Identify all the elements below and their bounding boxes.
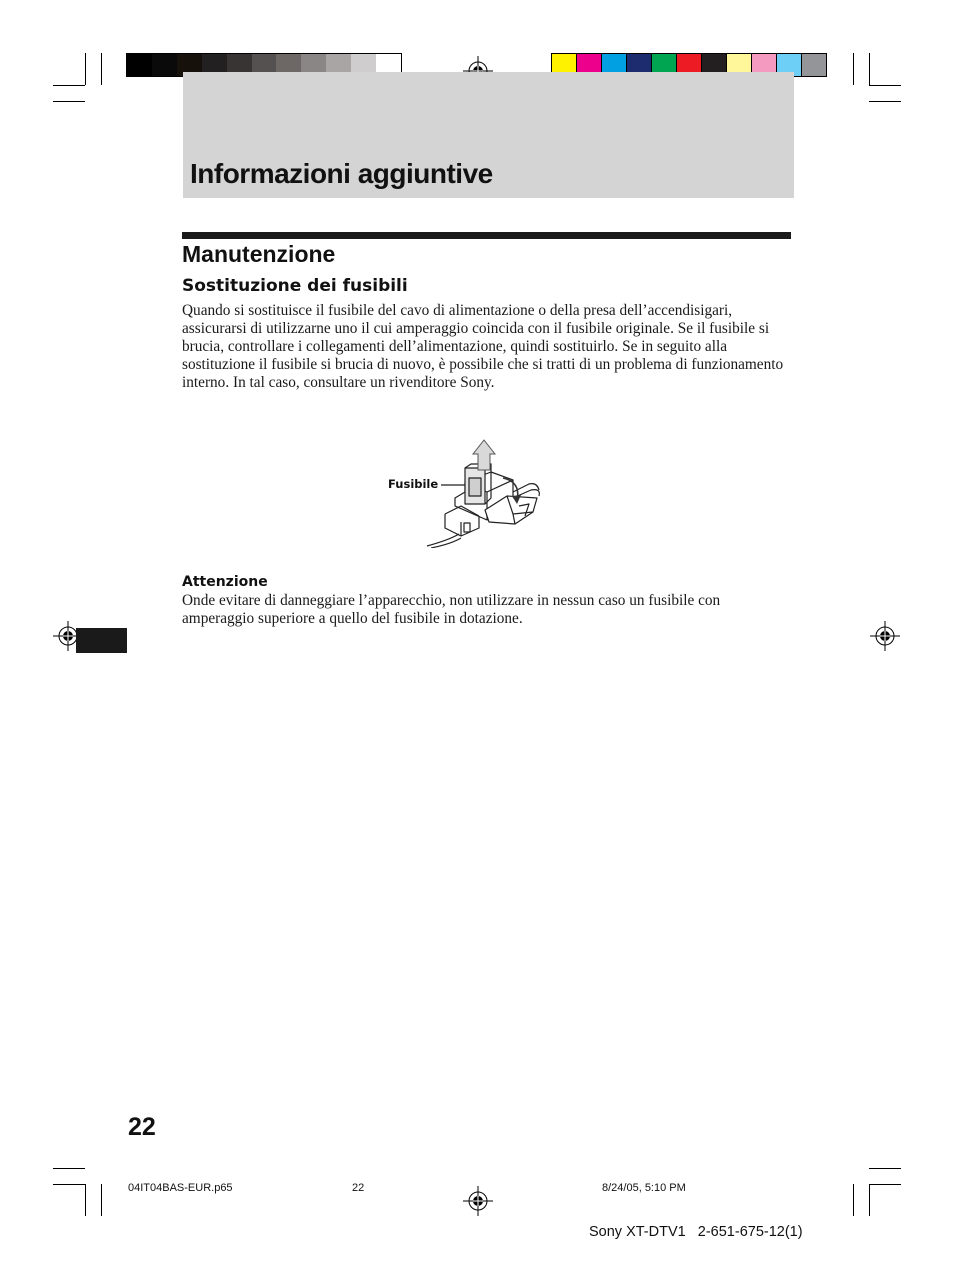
gray-swatch [127, 54, 152, 76]
color-swatch [802, 54, 826, 76]
fuse-label: Fusibile [388, 477, 439, 491]
crop-mark [53, 1168, 85, 1169]
crop-mark [853, 53, 854, 85]
crop-mark [869, 1184, 870, 1216]
crop-mark [85, 53, 86, 85]
slug-page-number: 22 [352, 1182, 365, 1194]
model-number-line: Sony XT-DTV1 2-651-675-12(1) [589, 1224, 803, 1240]
crop-mark [869, 101, 901, 102]
subsection-title: Sostituzione dei fusibili [182, 276, 408, 296]
crop-mark [869, 1168, 901, 1169]
crop-mark [53, 85, 85, 86]
crop-mark [853, 1184, 854, 1216]
note-text: Onde evitare di danneggiare l’apparecchio, non utilizzare in nessun caso un fusibile con amperaggio superiore a quello del fusibile in dotazione. [182, 592, 721, 627]
crop-mark [869, 1184, 901, 1185]
crop-mark [869, 53, 870, 85]
slug-file-name: 04IT04BAS-EUR.p65 [128, 1182, 233, 1194]
section-title: Manutenzione [182, 241, 336, 267]
registration-mark-icon [463, 1186, 493, 1216]
crop-mark [85, 1184, 86, 1216]
crop-mark [53, 1184, 85, 1185]
side-language-tab [76, 628, 127, 653]
slug-timestamp: 8/24/05, 5:10 PM [602, 1182, 686, 1194]
page-number: 22 [128, 1113, 156, 1141]
crop-mark [53, 101, 85, 102]
crop-mark [101, 53, 102, 85]
gray-swatch [152, 54, 177, 76]
registration-mark-icon [870, 621, 900, 651]
chapter-title: Informazioni aggiuntive [190, 158, 493, 189]
section-rule [182, 232, 791, 239]
body-paragraph: Quando si sostituisce il fusibile del cavo di alimentazione o della presa dell’accendisigari, assicurarsi di utilizzarne uno il cui amperaggio coincida con il fusibile originale. Se il fusibile si brucia, controllare i collegamenti dell’alimentazione, quindi sostituirlo. Se in seguito alla sostituzione il fusibile si brucia di nuovo, è possibile che si tratti di un problema di funzionamento interno. In tal caso, consultare un rivenditore Sony. [182, 302, 784, 391]
crop-mark [869, 85, 901, 86]
note-title: Attenzione [182, 574, 268, 590]
fuse-replacement-illustration [425, 436, 550, 548]
crop-mark [101, 1184, 102, 1216]
